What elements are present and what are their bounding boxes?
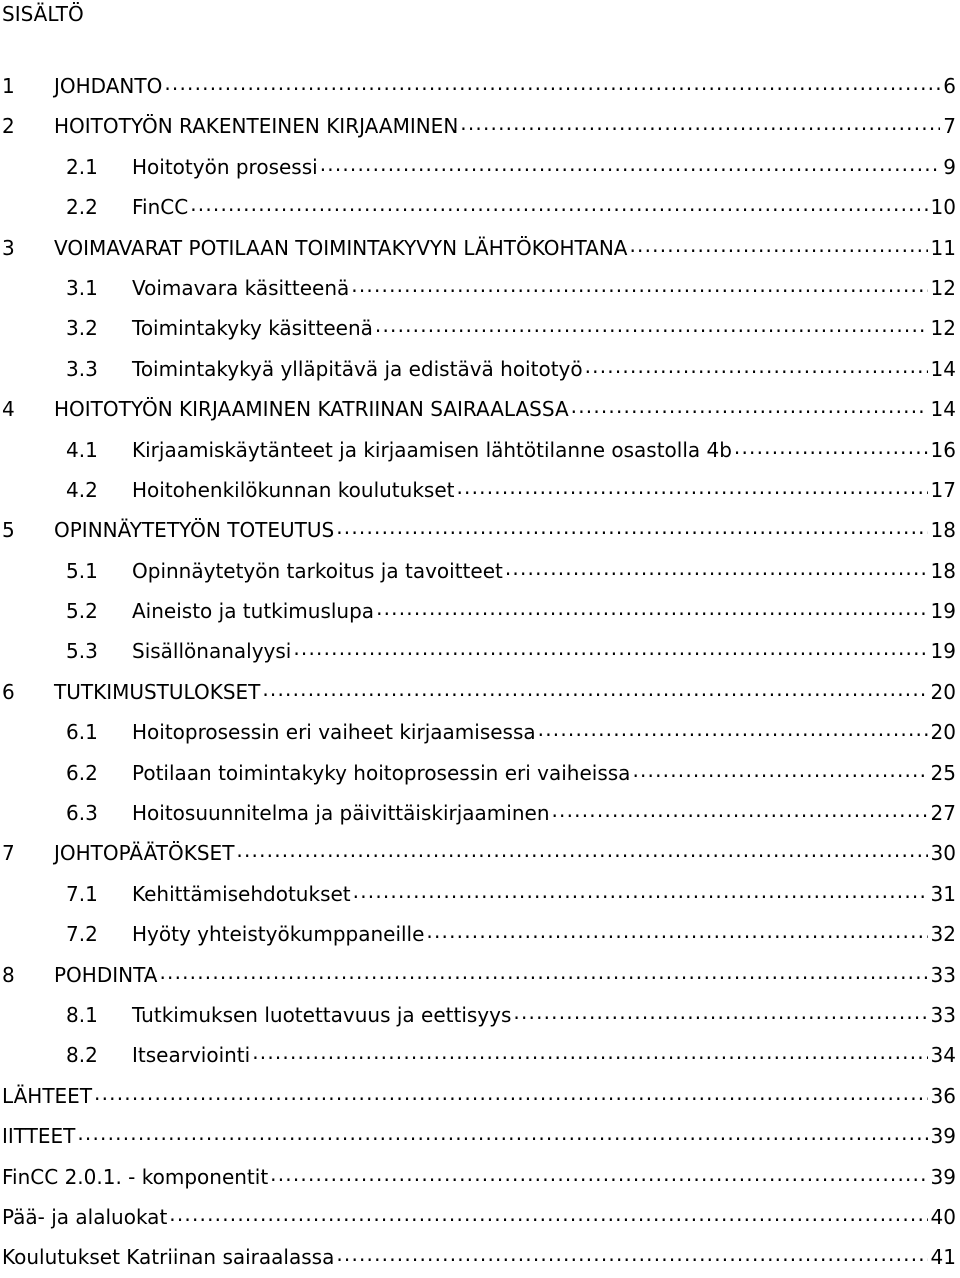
- toc-entry-number: 6.3: [66, 801, 98, 826]
- toc-entry[interactable]: [0, 1157, 960, 1197]
- toc-entry-number: 2.2: [66, 195, 98, 220]
- toc-entry[interactable]: [0, 793, 960, 833]
- toc-entry-number: 4: [2, 397, 15, 422]
- toc-entry[interactable]: [0, 712, 960, 752]
- toc-entry-number: 7.2: [66, 922, 98, 947]
- toc-entry-page-number: 11: [930, 235, 956, 260]
- toc-entry[interactable]: [0, 1076, 960, 1116]
- toc-title: SISÄLTÖ: [2, 2, 84, 26]
- toc-entry[interactable]: [0, 187, 960, 227]
- toc-entry-label: FinCC: [132, 195, 189, 220]
- toc-entry-page-number: 33: [930, 1002, 956, 1027]
- toc-entry-page-number: 41: [930, 1245, 956, 1270]
- toc-entry-label: Hyöty yhteistyökumppaneille: [132, 922, 425, 947]
- toc-entry[interactable]: [0, 672, 960, 712]
- toc-entry[interactable]: [0, 349, 960, 389]
- toc-entry-label: Pää- ja alaluokat: [2, 1204, 168, 1229]
- toc-entry-number: 5.1: [66, 558, 98, 583]
- toc-entry[interactable]: [0, 228, 960, 268]
- toc-entry[interactable]: [0, 551, 960, 591]
- toc-entry[interactable]: [0, 510, 960, 550]
- toc-entry-label: Aineisto ja tutkimuslupa: [132, 599, 375, 624]
- toc-entry-page-number: 9: [943, 154, 956, 179]
- toc-entry[interactable]: [0, 147, 960, 187]
- toc-entry-label: Hoitohenkilökunnan koulutukset: [132, 477, 455, 502]
- toc-entry-number: 3.3: [66, 356, 98, 381]
- toc-entry[interactable]: [0, 389, 960, 429]
- dot-leader: [632, 760, 927, 780]
- dot-leader: [159, 962, 927, 982]
- dot-leader: [252, 1042, 927, 1062]
- toc-entry-page-number: 20: [930, 720, 956, 745]
- toc-entry-page-number: 39: [930, 1164, 956, 1189]
- toc-entry-page-number: 16: [930, 437, 956, 462]
- toc-entry-page-number: 34: [930, 1043, 956, 1068]
- toc-entry-number: 4.2: [66, 477, 98, 502]
- toc-entry-page-number: 36: [930, 1083, 956, 1108]
- dot-leader: [630, 235, 928, 255]
- dot-leader: [375, 315, 928, 335]
- toc-entry-page-number: 18: [930, 518, 956, 543]
- toc-entry-page-number: 33: [930, 962, 956, 987]
- toc-entry[interactable]: [0, 833, 960, 873]
- toc-entry-label: VOIMAVARAT POTILAAN TOIMINTAKYVYN LÄHTÖKOHTANA: [54, 235, 628, 260]
- dot-leader: [336, 517, 927, 537]
- toc-entry-page-number: 31: [930, 881, 956, 906]
- toc-entry-label: Toimintakykyä ylläpitävä ja edistävä hoitotyö: [132, 356, 583, 381]
- toc-entry-page-number: 12: [930, 316, 956, 341]
- toc-entry-label: Opinnäytetyön tarkoitus ja tavoitteet: [132, 558, 503, 583]
- toc-entry-number: 2.1: [66, 154, 98, 179]
- toc-entry-number: 5.2: [66, 599, 98, 624]
- toc-entry-page-number: 30: [930, 841, 956, 866]
- toc-entry-label: IITTEET: [2, 1124, 76, 1149]
- table-of-contents: [0, 66, 960, 1278]
- toc-entry-number: 7.1: [66, 881, 98, 906]
- dot-leader: [460, 113, 940, 133]
- toc-entry-label: OPINNÄYTETYÖN TOTEUTUS: [54, 518, 335, 543]
- dot-leader: [262, 679, 927, 699]
- toc-entry-label: Hoitoprosessin eri vaiheet kirjaamisessa: [132, 720, 536, 745]
- toc-entry-page-number: 14: [930, 356, 956, 381]
- toc-entry-page-number: 19: [930, 639, 956, 664]
- toc-entry-number: 1: [2, 74, 15, 98]
- toc-entry-label: Tutkimuksen luotettavuus ja eettisyys: [132, 1002, 512, 1027]
- toc-entry-page-number: 25: [930, 760, 956, 785]
- toc-entry[interactable]: [0, 1237, 960, 1277]
- toc-entry-number: 3.2: [66, 316, 98, 341]
- toc-entry-page-number: 32: [930, 922, 956, 947]
- toc-entry-label: JOHTOPÄÄTÖKSET: [54, 841, 235, 866]
- dot-leader: [351, 275, 927, 295]
- dot-leader: [376, 598, 927, 618]
- toc-entry[interactable]: [0, 753, 960, 793]
- dot-leader: [236, 840, 927, 860]
- toc-entry-label: Voimavara käsitteenä: [132, 275, 350, 300]
- toc-entry[interactable]: [0, 995, 960, 1035]
- toc-entry-label: Hoitosuunnitelma ja päivittäiskirjaaminen: [132, 801, 550, 826]
- toc-entry[interactable]: [0, 470, 960, 510]
- toc-entry-page-number: 12: [930, 275, 956, 300]
- toc-entry-number: 3.1: [66, 275, 98, 300]
- dot-leader: [164, 73, 940, 93]
- toc-entry-number: 6.2: [66, 760, 98, 785]
- dot-leader: [270, 1164, 927, 1184]
- dot-leader: [190, 194, 927, 214]
- toc-entry-label: Kehittämisehdotukset: [132, 881, 351, 906]
- toc-entry-page-number: 14: [930, 397, 956, 422]
- toc-entry[interactable]: [0, 591, 960, 631]
- toc-entry-label: Kirjaamiskäytänteet ja kirjaamisen lähtötilanne osastolla 4b: [132, 437, 732, 462]
- dot-leader: [585, 356, 928, 376]
- toc-entry-label: Hoitotyön prosessi: [132, 154, 318, 179]
- toc-entry-page-number: 20: [930, 679, 956, 704]
- toc-entry[interactable]: [0, 914, 960, 954]
- dot-leader: [426, 921, 927, 941]
- toc-entry-label: POHDINTA: [54, 962, 158, 987]
- toc-entry-page-number: 27: [930, 801, 956, 826]
- toc-entry-label: HOITOTYÖN RAKENTEINEN KIRJAAMINEN: [54, 114, 459, 139]
- toc-entry[interactable]: [0, 1035, 960, 1075]
- toc-entry-number: 8.2: [66, 1043, 98, 1068]
- toc-entry-label: LÄHTEET: [2, 1083, 93, 1108]
- toc-entry-page-number: 17: [930, 477, 956, 502]
- toc-entry-label: JOHDANTO: [54, 74, 163, 98]
- toc-entry-page-number: 6: [943, 74, 956, 98]
- toc-entry-page-number: 18: [930, 558, 956, 583]
- toc-entry-number: 4.1: [66, 437, 98, 462]
- toc-entry-label: Sisällönanalyysi: [132, 639, 292, 664]
- toc-entry-label: Toimintakyky käsitteenä: [132, 316, 373, 341]
- dot-leader: [293, 638, 927, 658]
- toc-entry-label: Itsearviointi: [132, 1043, 251, 1068]
- toc-entry[interactable]: [0, 430, 960, 470]
- dot-leader: [336, 1244, 927, 1264]
- toc-entry-number: 8: [2, 962, 15, 987]
- dot-leader: [734, 437, 928, 457]
- toc-entry-page-number: 7: [943, 114, 956, 139]
- dot-leader: [169, 1204, 927, 1224]
- dot-leader: [77, 1123, 927, 1143]
- dot-leader: [456, 477, 927, 497]
- toc-entry[interactable]: [0, 1197, 960, 1237]
- dot-leader: [94, 1083, 928, 1103]
- toc-entry[interactable]: [0, 874, 960, 914]
- toc-entry-page-number: 40: [930, 1204, 956, 1229]
- toc-entry[interactable]: [0, 106, 960, 146]
- dot-leader: [552, 800, 928, 820]
- toc-entry-number: 7: [2, 841, 15, 866]
- toc-entry-number: 6: [2, 679, 15, 704]
- toc-entry-number: 5: [2, 518, 15, 543]
- toc-entry-number: 8.1: [66, 1002, 98, 1027]
- dot-leader: [505, 558, 928, 578]
- toc-entry-label: FinCC 2.0.1. - komponentit: [2, 1164, 269, 1189]
- toc-entry-number: 2: [2, 114, 15, 139]
- toc-entry-label: Potilaan toimintakyky hoitoprosessin eri vaiheissa: [132, 760, 631, 785]
- toc-entry-number: 3: [2, 235, 15, 260]
- toc-entry[interactable]: [0, 308, 960, 348]
- toc-entry-page-number: 19: [930, 599, 956, 624]
- dot-leader: [538, 719, 928, 739]
- toc-entry[interactable]: [0, 1116, 960, 1156]
- dot-leader: [353, 881, 928, 901]
- toc-entry[interactable]: [0, 631, 960, 671]
- dot-leader: [320, 154, 941, 174]
- toc-entry-label: HOITOTYÖN KIRJAAMINEN KATRIINAN SAIRAALASSA: [54, 397, 569, 422]
- toc-entry-number: 5.3: [66, 639, 98, 664]
- toc-entry-page-number: 10: [930, 195, 956, 220]
- toc-entry-label: Koulutukset Katriinan sairaalassa: [2, 1245, 335, 1270]
- toc-entry[interactable]: [0, 66, 960, 106]
- toc-entry-label: TUTKIMUSTULOKSET: [54, 679, 261, 704]
- dot-leader: [513, 1002, 927, 1022]
- toc-entry-page-number: 39: [930, 1124, 956, 1149]
- dot-leader: [571, 396, 928, 416]
- toc-entry-number: 6.1: [66, 720, 98, 745]
- toc-entry[interactable]: [0, 268, 960, 308]
- toc-entry[interactable]: [0, 955, 960, 995]
